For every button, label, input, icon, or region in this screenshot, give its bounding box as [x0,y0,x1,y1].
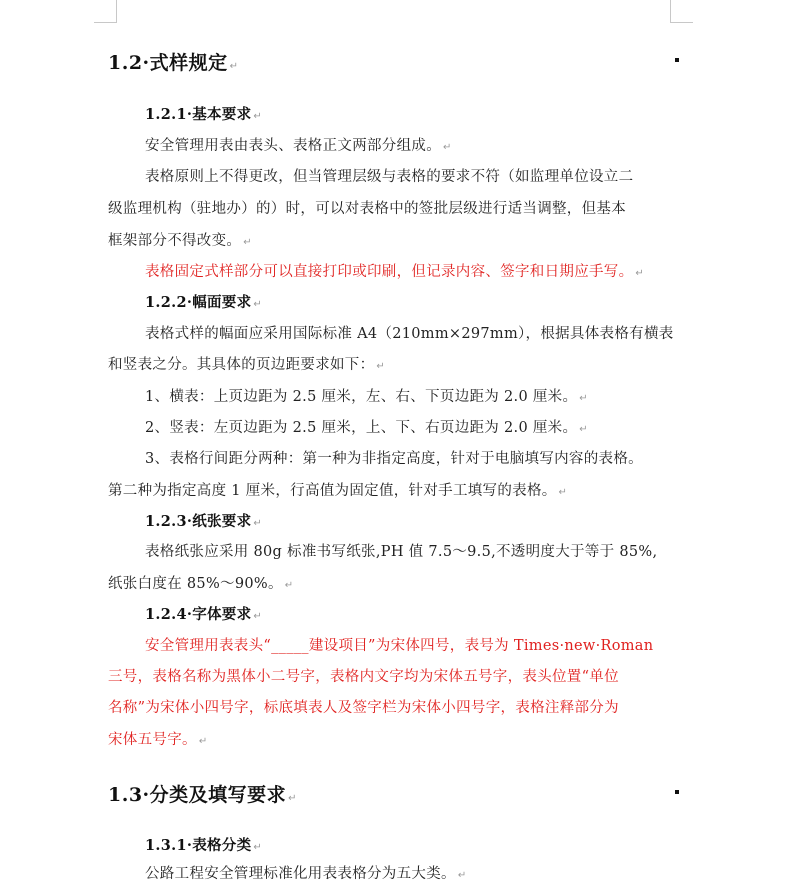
paragraph-line[interactable]: 1、横表：上页边距为 2.5 厘米，左、右、下页边距为 2.0 厘米。 ↵ [145,389,588,405]
paragraph-line[interactable]: 表格式样的幅面应采用国际标准 A4（210mm×297mm），根据具体表格有横表 [145,326,674,342]
heading-1-2-1[interactable]: 1.2.1·基本要求 ↵ [145,106,263,123]
paragraph-line-highlighted[interactable]: 表格固定式样部分可以直接打印或印刷，但记录内容、签字和日期应手写。 ↵ [145,264,645,280]
paragraph-line[interactable]: 安全管理用表由表头、表格正文两部分组成。 ↵ [145,138,452,154]
heading-1-2-2[interactable]: 1.2.2·幅面要求 ↵ [145,294,263,311]
paragraph-line-highlighted[interactable]: 名称”为宋体小四号字，标底填表人及签字栏为宋体小四号字，表格注释部分为 [108,700,619,716]
paragraph-line[interactable]: 3、表格行间距分两种：第一种为非指定高度，针对于电脑填写内容的表格。 [145,451,643,467]
paragraph-line-highlighted[interactable]: 宋体五号字。 ↵ [108,732,208,748]
paragraph-line-highlighted[interactable]: 安全管理用表表头“_____建设项目”为宋体四号，表号为 Times·new·Roman [145,638,654,654]
heading-1-3[interactable]: 1.3·分类及填写要求 ↵ [108,784,298,806]
paragraph-line[interactable]: 纸张白度在 85%～90%。 ↵ [108,576,294,592]
heading-1-2[interactable]: 1.2·式样规定 ↵ [108,52,239,74]
heading-1-2-3[interactable]: 1.2.3·纸张要求 ↵ [145,513,263,530]
paragraph-line[interactable]: 级监理机构（驻地办）的）时，可以对表格中的签批层级进行适当调整，但基本 [108,201,626,217]
page-corner-mark-top-left [94,0,117,23]
paragraph-line[interactable]: 表格原则上不得更改，但当管理层级与表格的要求不符（如监理单位设立二 [145,169,634,185]
paragraph-line[interactable]: 2、竖表：左页边距为 2.5 厘米，上、下、右页边距为 2.0 厘米。 ↵ [145,420,588,436]
heading-bullet-marker [675,58,679,62]
heading-bullet-marker [675,790,679,794]
paragraph-line[interactable]: 和竖表之分。其具体的页边距要求如下： ↵ [108,357,386,373]
heading-1-2-4[interactable]: 1.2.4·字体要求 ↵ [145,606,263,623]
paragraph-line[interactable]: 表格纸张应采用 80g 标准书写纸张,PH 值 7.5～9.5,不透明度大于等于 85%, [145,544,658,560]
paragraph-line[interactable]: 公路工程安全管理标准化用表表格分为五大类。 ↵ [145,866,467,882]
page-corner-mark-top-right [670,0,693,23]
paragraph-line[interactable]: 框架部分不得改变。 ↵ [108,233,252,249]
paragraph-line[interactable]: 第二种为指定高度 1 厘米，行高值为固定值，针对手工填写的表格。 ↵ [108,483,568,499]
heading-1-3-1[interactable]: 1.3.1·表格分类 ↵ [145,837,263,854]
paragraph-line-highlighted[interactable]: 三号，表格名称为黑体小二号字，表格内文字均为宋体五号字，表头位置“单位 [108,669,619,685]
